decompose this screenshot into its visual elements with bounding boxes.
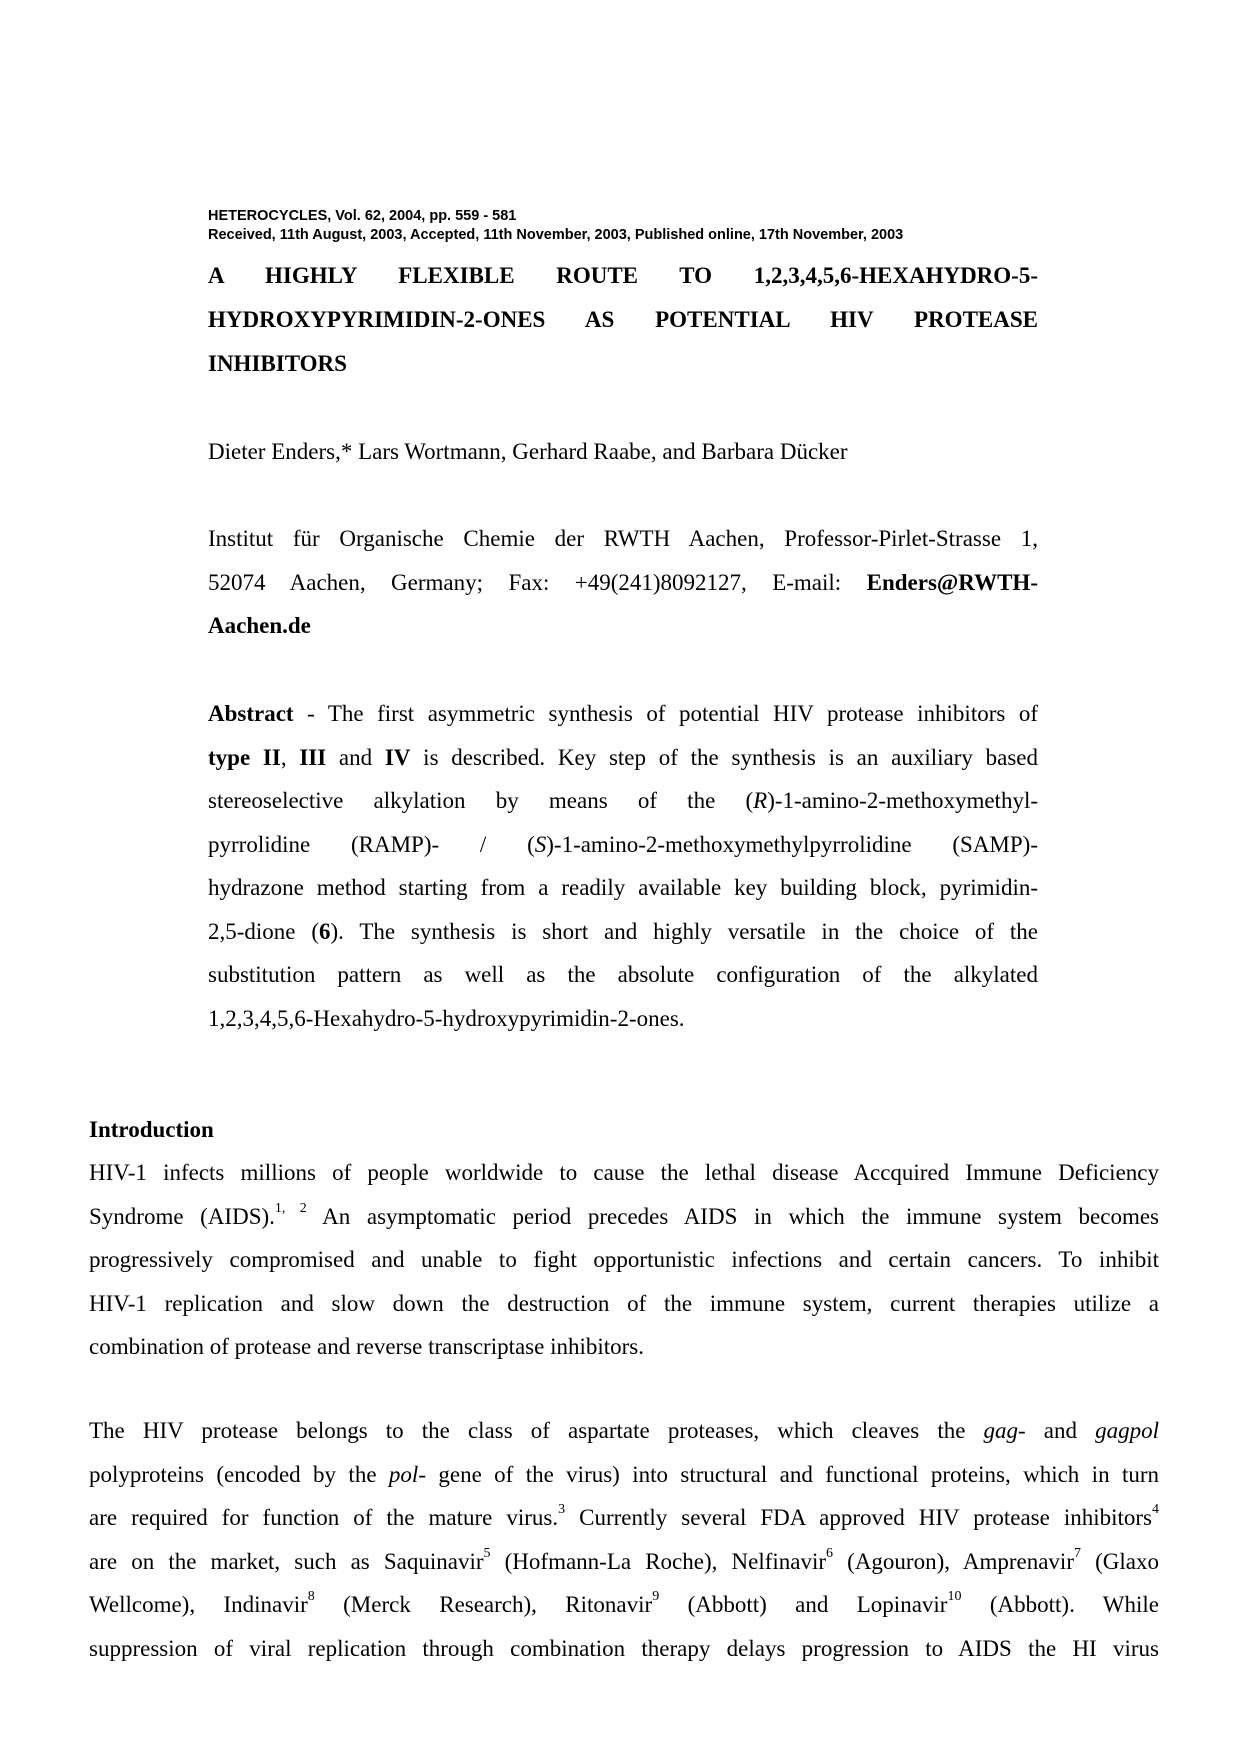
title-line-2: HYDROXYPYRIMIDIN-2-ONES AS POTENTIAL HIV PROTEASE xyxy=(208,307,1038,332)
body-text: (Agouron), Amprenavir xyxy=(833,1548,1074,1574)
body-text: polyproteins (encoded by the xyxy=(89,1461,389,1487)
body-text: An asymptomatic period precedes AIDS in which the immune system becomes xyxy=(306,1203,1160,1229)
affiliation-line-2 xyxy=(208,561,1038,605)
citation-superscript[interactable]: 1, 2 xyxy=(274,1200,307,1216)
body-text: (Hofmann-La Roche), Nelfinavir xyxy=(490,1548,827,1574)
author-list: Dieter Enders,* Lars Wortmann, Gerhard Raabe, and Barbara Dücker xyxy=(208,439,848,464)
affiliation-contact: 52074 Aachen, Germany; Fax: +49(241)8092127, E-mail: xyxy=(208,569,867,595)
intro-paragraph-1 xyxy=(89,1151,1159,1369)
body-text: Wellcome), Indinavir xyxy=(89,1592,308,1617)
paper-title xyxy=(208,254,1038,386)
abstract-text: 2,5-dione ( xyxy=(208,918,319,944)
abstract-line-7: substitution pattern as well as the absolute configuration of the alkylated xyxy=(208,962,1038,987)
section-heading-introduction: Introduction xyxy=(89,1117,214,1142)
citation-superscript[interactable]: 9 xyxy=(652,1589,660,1605)
abstract-line-8: 1,2,3,4,5,6-Hexahydro-5-hydroxypyrimidin-2-ones. xyxy=(208,1005,685,1031)
citation-superscript[interactable]: 3 xyxy=(558,1502,566,1518)
body-text: Currently several FDA approved HIV protease inhibitors xyxy=(565,1505,1152,1530)
abstract-line-1 xyxy=(208,692,1038,736)
compound-type-iii: III xyxy=(299,744,327,770)
body-line xyxy=(89,1496,1159,1540)
abstract-text: is described. Key step of the synthesis is an auxiliary based xyxy=(410,744,1038,770)
gene-name: pol xyxy=(388,1461,419,1487)
compound-type-iv: IV xyxy=(384,744,411,770)
body-line xyxy=(89,1195,1159,1239)
body-line xyxy=(89,1540,1159,1584)
email-link-part-1[interactable]: Enders@RWTH- xyxy=(866,569,1038,595)
body-text: Syndrome (AIDS). xyxy=(89,1203,275,1229)
abstract-text: )-1-amino-2-methoxymethyl- xyxy=(767,788,1038,813)
body-text: - and xyxy=(1018,1418,1096,1443)
abstract-line-6 xyxy=(208,910,1038,954)
abstract xyxy=(208,692,1038,1040)
compound-type-ii: type II xyxy=(208,744,281,770)
citation-line: HETEROCYCLES, Vol. 62, 2004, pp. 559 - 581 xyxy=(208,208,517,224)
citation-superscript[interactable]: 10 xyxy=(947,1589,962,1605)
abstract-label: Abstract xyxy=(208,701,294,726)
citation-superscript[interactable]: 6 xyxy=(826,1545,834,1561)
abstract-text: and xyxy=(326,744,385,770)
abstract-line-2 xyxy=(208,736,1038,780)
email-link-part-2[interactable]: Aachen.de xyxy=(208,613,311,638)
abstract-text: , xyxy=(280,744,300,770)
abstract-text: stereoselective alkylation by means of the ( xyxy=(208,788,754,813)
citation-superscript[interactable]: 7 xyxy=(1073,1545,1081,1561)
abstract-text: pyrrolidine (RAMP)- / ( xyxy=(208,831,535,857)
body-line xyxy=(89,1583,1159,1627)
body-text: (Merck Research), Ritonavir xyxy=(314,1592,653,1617)
title-line-3: INHIBITORS xyxy=(208,351,347,376)
body-text: (Abbott). While xyxy=(961,1592,1159,1617)
citation-superscript[interactable]: 5 xyxy=(483,1545,491,1561)
affiliation xyxy=(208,517,1038,648)
body-text: (Abbott) and Lopinavir xyxy=(659,1592,948,1617)
dates-line: Received, 11th August, 2003, Accepted, 11th November, 2003, Published online, 17th November, 2003 xyxy=(208,227,904,243)
citation-superscript[interactable]: 8 xyxy=(307,1589,315,1605)
citation-superscript[interactable]: 4 xyxy=(1152,1502,1159,1518)
body-text: - gene of the virus) into structural and functional proteins, which in turn xyxy=(418,1461,1159,1487)
body-line: suppression of viral replication through combination therapy delays progression to AIDS the HI virus xyxy=(89,1635,1159,1661)
stereo-descriptor-r: R xyxy=(753,788,768,813)
affiliation-line-1: Institut für Organische Chemie der RWTH Aachen, Professor-Pirlet-Strasse 1, xyxy=(208,526,1038,551)
stereo-descriptor-s: S xyxy=(534,831,547,857)
abstract-line-4 xyxy=(208,823,1038,867)
gene-name: gagpol xyxy=(1095,1418,1159,1443)
body-line: HIV-1 infects millions of people worldwide to cause the lethal disease Accquired Immune Deficiency xyxy=(89,1160,1159,1185)
body-text: The HIV protease belongs to the class of aspartate proteases, which cleaves the xyxy=(89,1418,984,1443)
intro-paragraph-2 xyxy=(89,1409,1159,1670)
body-text: (Glaxo xyxy=(1080,1548,1159,1574)
abstract-text: ). The synthesis is short and highly versatile in the choice of the xyxy=(330,918,1038,944)
body-text: are on the market, such as Saquinavir xyxy=(89,1548,484,1574)
affiliation-line-3 xyxy=(208,604,1038,648)
gene-name: gag xyxy=(983,1418,1019,1443)
body-text: are required for function of the mature virus. xyxy=(89,1505,559,1530)
body-line: progressively compromised and unable to fight opportunistic infections and certain cancers. To inhibit xyxy=(89,1247,1159,1272)
body-line xyxy=(89,1453,1159,1497)
journal-header xyxy=(208,207,1038,245)
body-line: combination of protease and reverse transcriptase inhibitors. xyxy=(89,1334,645,1359)
title-line-1: A HIGHLY FLEXIBLE ROUTE TO 1,2,3,4,5,6-HEXAHYDRO-5- xyxy=(208,263,1038,288)
abstract-text: - The first asymmetric synthesis of potential HIV protease inhibitors of xyxy=(293,701,1038,726)
abstract-text: )-1-amino-2-methoxymethylpyrrolidine (SAMP)- xyxy=(546,831,1038,857)
body-line: HIV-1 replication and slow down the destruction of the immune system, current therapies utilize a xyxy=(89,1290,1159,1316)
abstract-line-5: hydrazone method starting from a readily available key building block, pyrimidin- xyxy=(208,875,1038,900)
abstract-line-3 xyxy=(208,779,1038,823)
compound-number: 6 xyxy=(319,918,331,944)
body-line xyxy=(89,1409,1159,1453)
